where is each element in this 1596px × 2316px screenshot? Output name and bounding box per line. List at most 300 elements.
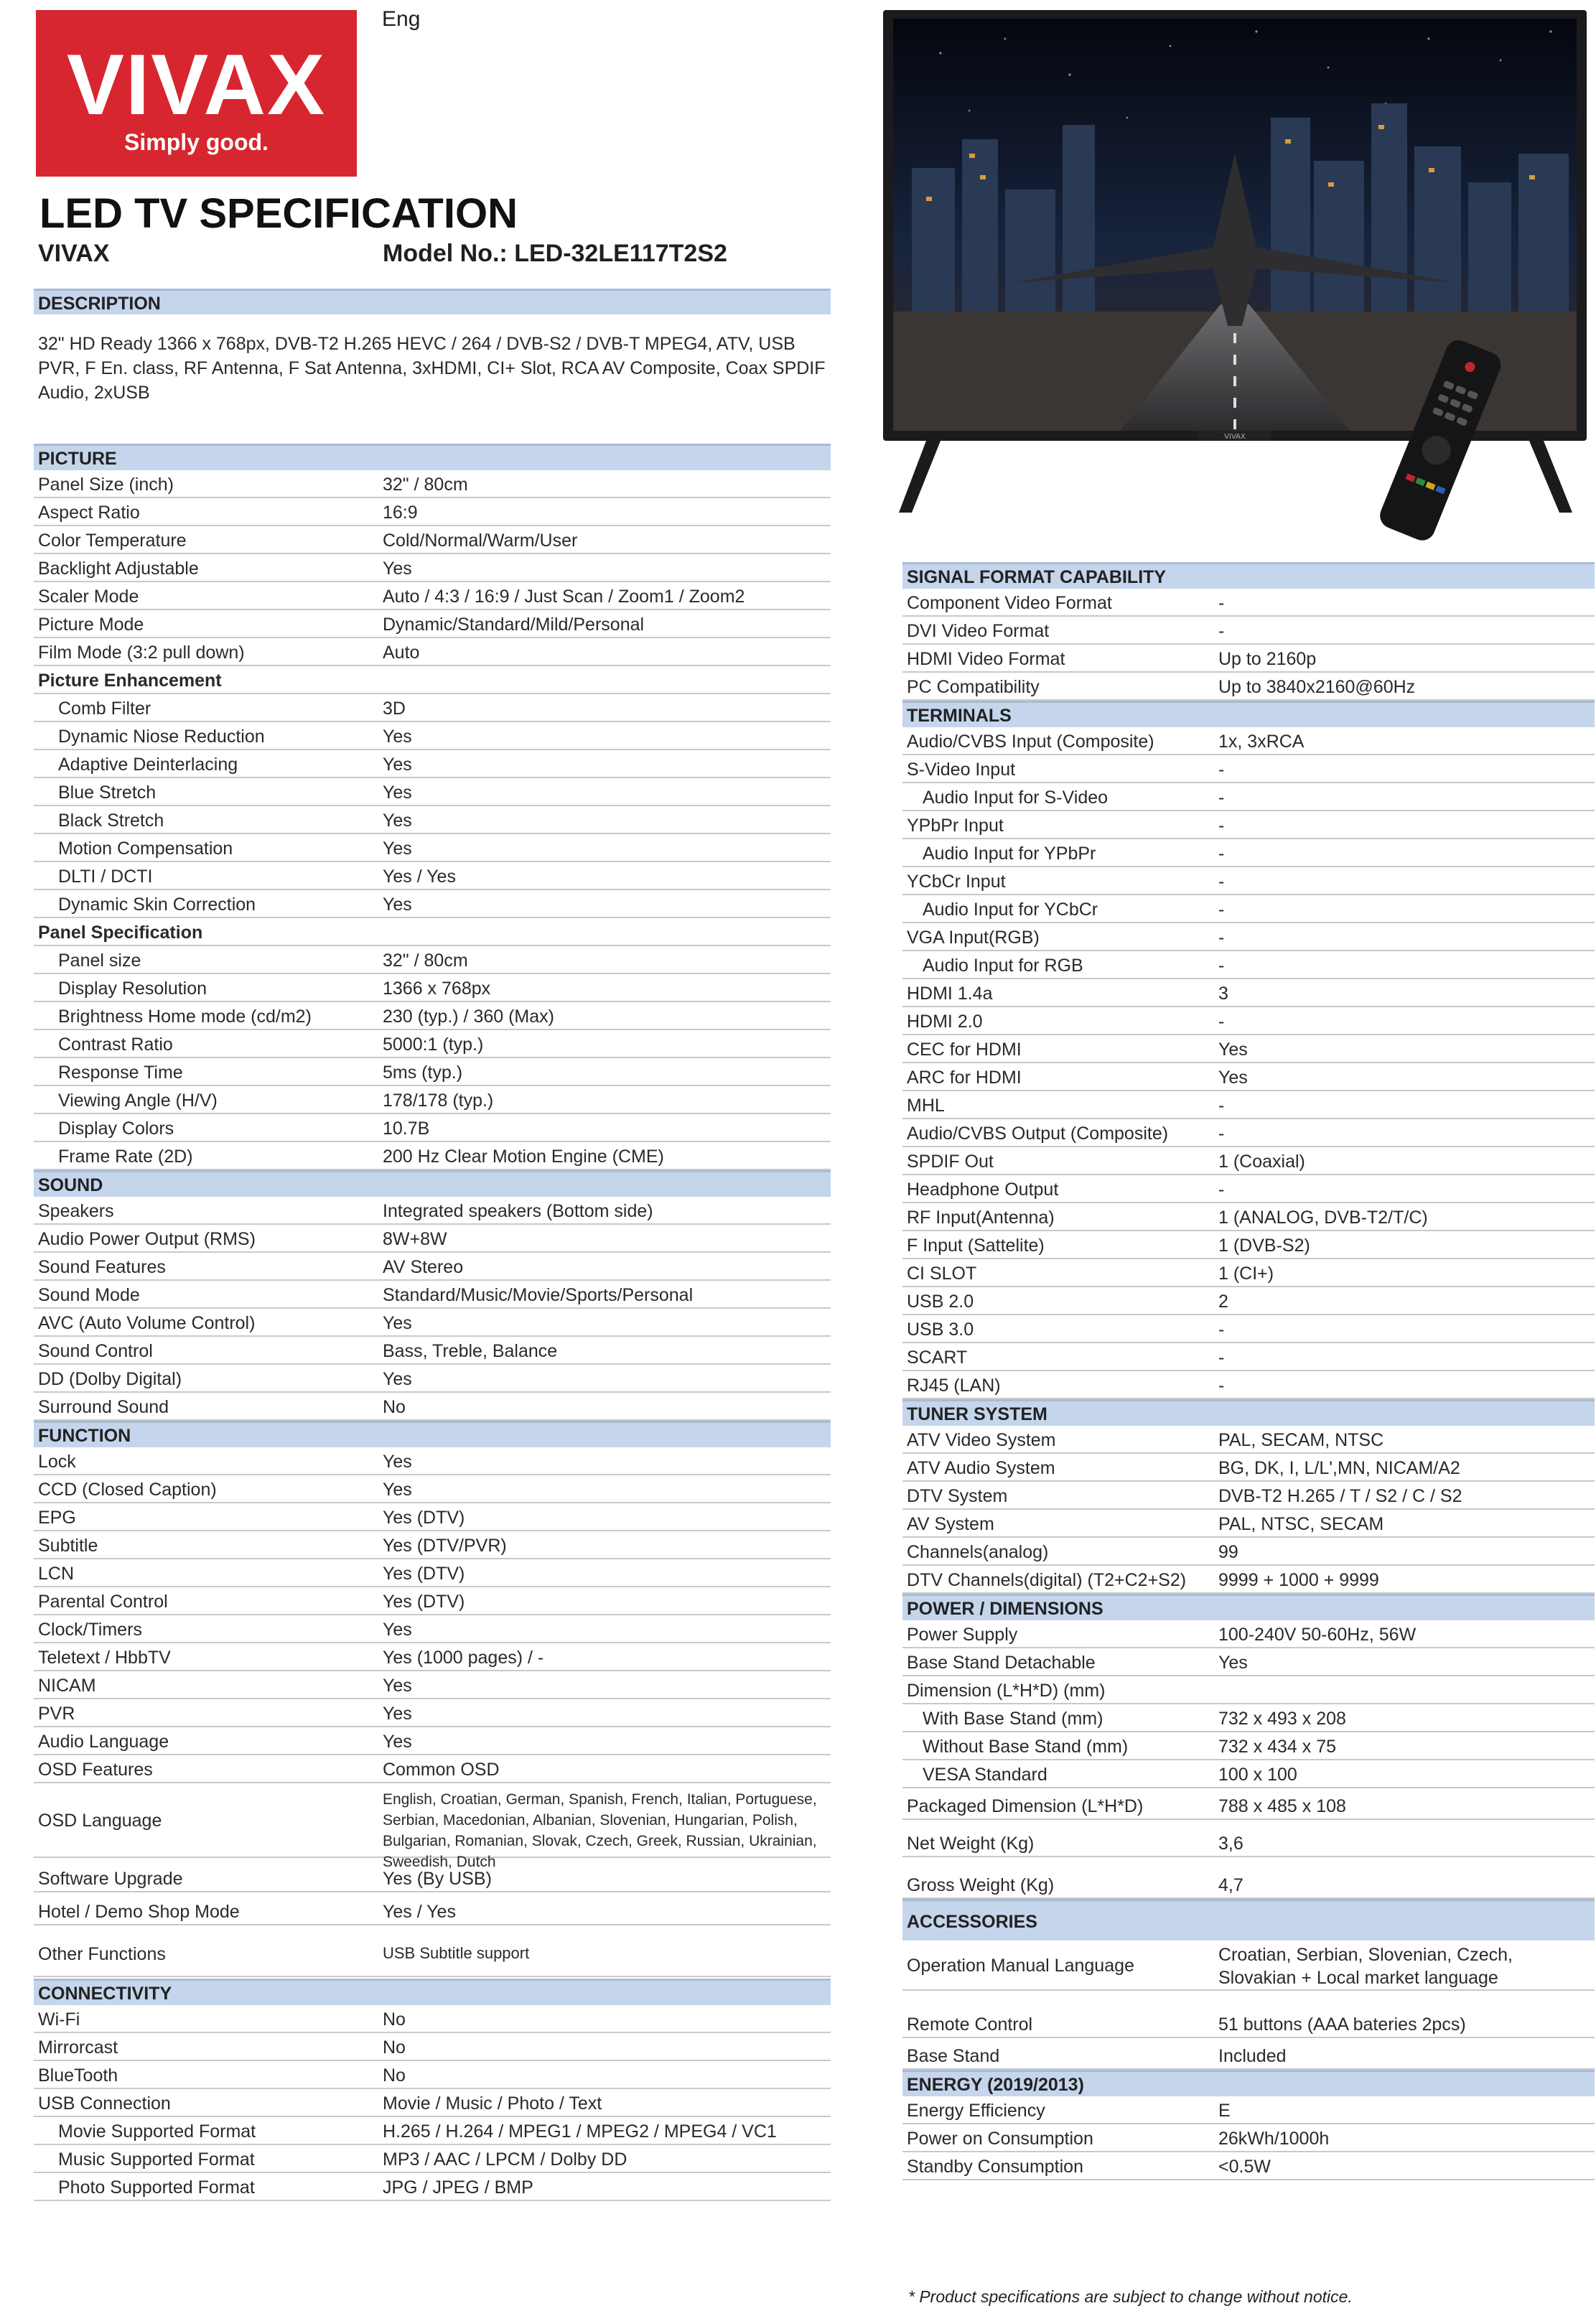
spec-row	[34, 498, 831, 526]
spec-row	[902, 1259, 1595, 1287]
spec-value: Yes	[383, 1704, 412, 1724]
spec-row	[34, 834, 831, 862]
spec-row	[34, 890, 831, 918]
spec-row	[902, 1566, 1595, 1594]
spec-value: 1366 x 768px	[383, 979, 491, 999]
spec-value: Yes	[1218, 1040, 1248, 1060]
spec-label: Picture Enhancement	[38, 671, 222, 691]
spec-value: 178/178 (typ.)	[383, 1091, 494, 1111]
spec-row	[34, 554, 831, 582]
spec-value: E	[1218, 2101, 1231, 2121]
spec-value: AV Stereo	[383, 1257, 464, 1277]
tv-product-image	[883, 10, 1594, 556]
spec-label: Base Stand	[907, 2046, 1000, 2066]
spec-value: 100-240V 50-60Hz, 56W	[1218, 1625, 1417, 1645]
spec-label: Picture Mode	[38, 615, 144, 635]
spec-row	[902, 1007, 1595, 1035]
spec-label: MHL	[907, 1096, 945, 1116]
spec-label: Surround Sound	[38, 1397, 169, 1417]
spec-row	[902, 2124, 1595, 2152]
spec-value: -	[1218, 872, 1225, 892]
spec-label: Panel Specification	[38, 923, 203, 943]
spec-label: Scaler Mode	[38, 587, 139, 607]
spec-value: 99	[1218, 1542, 1238, 1562]
spec-value: Yes	[383, 839, 412, 859]
spec-value: English, Croatian, German, Spanish, French, Italian, Portuguese, Serbian, Macedonian, Albanian, Slovenian, Hungarian, Polish, Bulgarian, Romanian, Slovak, Czech, Greek, Russian, Ukrainian, Sweedish, Dutch	[383, 1791, 817, 1870]
spec-row	[34, 694, 831, 722]
section-header-function: FUNCTION	[34, 1421, 831, 1447]
spec-label: Base Stand Detachable	[907, 1653, 1096, 1673]
spec-row	[34, 1727, 831, 1755]
spec-row	[34, 1058, 831, 1086]
spec-value: Yes	[383, 1732, 412, 1752]
spec-value: -	[1218, 621, 1225, 641]
spec-row	[34, 1783, 831, 1870]
spec-label: CEC for HDMI	[907, 1040, 1022, 1060]
spec-value: 5000:1 (typ.)	[383, 1035, 484, 1055]
spec-label: Black Stretch	[58, 811, 164, 831]
spec-label: ARC for HDMI	[907, 1068, 1022, 1088]
spec-label: Brightness Home mode (cd/m2)	[58, 1007, 312, 1027]
spec-label: DVI Video Format	[907, 621, 1050, 641]
spec-label: Photo Supported Format	[58, 2177, 255, 2198]
spec-row	[34, 1114, 831, 1142]
spec-label: Sound Mode	[38, 1285, 140, 1305]
spec-label: Dynamic Niose Reduction	[58, 727, 265, 747]
spec-value: 4,7	[1218, 1875, 1243, 1895]
spec-value: Yes	[383, 895, 412, 915]
spec-label: Gross Weight (Kg)	[907, 1875, 1055, 1895]
spec-value: -	[1218, 1096, 1225, 1116]
spec-row	[902, 1482, 1595, 1510]
spec-value: 100 x 100	[1218, 1765, 1297, 1785]
spec-row	[34, 1447, 831, 1475]
spec-value: 51 buttons (AAA bateries 2pcs)	[1218, 2014, 1466, 2035]
spec-label: Adaptive Deinterlacing	[58, 755, 238, 775]
spec-label: Blue Stretch	[58, 783, 157, 803]
spec-row	[34, 1643, 831, 1671]
spec-row	[34, 2033, 831, 2061]
spec-row	[34, 1699, 831, 1727]
spec-label: LCN	[38, 1564, 75, 1584]
spec-value: PAL, NTSC, SECAM	[1218, 1514, 1384, 1534]
spec-label: Music Supported Format	[58, 2149, 255, 2170]
spec-value: 788 x 485 x 108	[1218, 1796, 1346, 1816]
spec-value: USB Subtitle support	[383, 1944, 530, 1962]
spec-value: 8W+8W	[383, 1229, 447, 1249]
spec-row	[34, 1615, 831, 1643]
spec-row	[34, 1671, 831, 1699]
spec-label: Dimension (L*H*D) (mm)	[907, 1681, 1106, 1701]
spec-label: Audio Input for RGB	[923, 956, 1083, 976]
spec-row	[902, 1426, 1595, 1454]
spec-value: 1 (DVB-S2)	[1218, 1236, 1310, 1256]
spec-value: DVB-T2 H.265 / T / S2 / C / S2	[1218, 1486, 1462, 1506]
spec-row	[902, 1538, 1595, 1566]
spec-value: Yes	[383, 559, 412, 579]
spec-label: Audio Input for S-Video	[923, 788, 1109, 808]
spec-value: Integrated speakers (Bottom side)	[383, 1201, 653, 1221]
spec-value: 26kWh/1000h	[1218, 2129, 1330, 2149]
spec-value: 200 Hz Clear Motion Engine (CME)	[383, 1147, 664, 1167]
spec-value: Yes / Yes	[383, 1902, 456, 1922]
spec-row	[34, 1503, 831, 1531]
spec-label: SCART	[907, 1348, 968, 1368]
spec-value: 1 (Coaxial)	[1218, 1152, 1305, 1172]
spec-value: 732 x 493 x 208	[1218, 1709, 1346, 1729]
spec-value: Yes	[383, 727, 412, 747]
spec-value: 16:9	[383, 503, 418, 523]
spec-label: USB Connection	[38, 2093, 171, 2114]
spec-value: Yes	[383, 1480, 412, 1500]
spec-row	[902, 1231, 1595, 1259]
spec-row	[902, 617, 1595, 645]
spec-row	[902, 1820, 1595, 1857]
spec-value: 1 (ANALOG, DVB-T2/T/C)	[1218, 1208, 1428, 1228]
spec-label: SPDIF Out	[907, 1152, 994, 1172]
spec-row	[34, 2005, 831, 2033]
left-spec-column	[34, 289, 831, 2201]
spec-value: Yes / Yes	[383, 867, 456, 887]
spec-label: Component Video Format	[907, 593, 1112, 613]
spec-row	[34, 1531, 831, 1559]
spec-value: -	[1218, 1348, 1225, 1368]
spec-label: Power on Consumption	[907, 2129, 1093, 2149]
spec-label: Sound Control	[38, 1341, 153, 1361]
spec-value: H.265 / H.264 / MPEG1 / MPEG2 / MPEG4 / VC1	[383, 2121, 777, 2142]
spec-value: Croatian, Serbian, Slovenian, Czech, Slovakian + Local market language	[1218, 1945, 1513, 1988]
spec-value: Yes (DTV)	[383, 1508, 465, 1528]
spec-row	[902, 1035, 1595, 1063]
spec-row	[34, 666, 831, 694]
spec-row	[902, 1732, 1595, 1760]
spec-row	[902, 811, 1595, 839]
spec-row	[902, 1941, 1595, 1991]
section-header-accessories: ACCESSORIES	[902, 1899, 1595, 1941]
spec-value: -	[1218, 844, 1225, 864]
spec-row	[34, 750, 831, 778]
spec-row	[902, 1203, 1595, 1231]
spec-label: ATV Audio System	[907, 1458, 1055, 1478]
spec-value: -	[1218, 1180, 1225, 1200]
spec-row	[34, 1197, 831, 1225]
spec-label: DTV System	[907, 1486, 1008, 1506]
section-header-power-dimensions: POWER / DIMENSIONS	[902, 1594, 1595, 1620]
spec-value: -	[1218, 1124, 1225, 1144]
spec-row	[902, 2038, 1595, 2070]
spec-label: With Base Stand (mm)	[923, 1709, 1103, 1729]
spec-label: CI SLOT	[907, 1264, 977, 1284]
spec-row	[902, 2152, 1595, 2180]
spec-label: Comb Filter	[58, 699, 151, 719]
spec-row	[902, 2096, 1595, 2124]
right-spec-column	[902, 562, 1595, 2180]
spec-row	[902, 1857, 1595, 1899]
spec-label: Power Supply	[907, 1625, 1018, 1645]
section-header-connectivity: CONNECTIVITY	[34, 1979, 831, 2005]
spec-value: Up to 2160p	[1218, 649, 1317, 669]
spec-row	[902, 1091, 1595, 1119]
spec-row	[902, 1147, 1595, 1175]
spec-row	[902, 755, 1595, 783]
spec-row	[902, 1315, 1595, 1343]
spec-row	[34, 1030, 831, 1058]
spec-row	[34, 2117, 831, 2145]
spec-label: Remote Control	[907, 2014, 1033, 2035]
spec-row	[34, 1587, 831, 1615]
spec-value: -	[1218, 788, 1225, 808]
page-title: LED TV SPECIFICATION	[39, 190, 518, 237]
spec-value: -	[1218, 760, 1225, 780]
spec-value: 3,6	[1218, 1834, 1243, 1854]
spec-label: AV System	[907, 1514, 994, 1534]
spec-row	[34, 610, 831, 638]
spec-label: Net Weight (Kg)	[907, 1834, 1035, 1854]
spec-label: Speakers	[38, 1201, 114, 1221]
spec-row	[902, 979, 1595, 1007]
spec-label: ATV Video System	[907, 1430, 1056, 1450]
spec-row	[34, 1142, 831, 1170]
spec-value: 1x, 3xRCA	[1218, 732, 1305, 752]
spec-label: S-Video Input	[907, 760, 1016, 780]
spec-row	[902, 1991, 1595, 2038]
spec-value: Yes	[383, 1452, 412, 1472]
spec-label: Channels(analog)	[907, 1542, 1049, 1562]
spec-label: Audio/CVBS Input (Composite)	[907, 732, 1154, 752]
spec-value: No	[383, 1397, 406, 1417]
spec-value: Auto	[383, 643, 420, 663]
language-label: Eng	[382, 7, 421, 31]
spec-row	[902, 895, 1595, 923]
spec-label: Display Colors	[58, 1119, 174, 1139]
spec-row	[34, 1858, 831, 1892]
model-number: Model No.: LED-32LE117T2S2	[383, 240, 727, 267]
spec-value: Common OSD	[383, 1760, 500, 1780]
spec-value: 1 (CI+)	[1218, 1264, 1274, 1284]
spec-value: 732 x 434 x 75	[1218, 1737, 1337, 1757]
spec-label: Clock/Timers	[38, 1620, 142, 1640]
spec-label: Operation Manual Language	[907, 1956, 1134, 1976]
spec-row	[902, 1704, 1595, 1732]
spec-label: Movie Supported Format	[58, 2121, 256, 2142]
spec-label: Wi-Fi	[38, 2009, 80, 2030]
logo-tagline: Simply good.	[124, 129, 269, 155]
spec-label: EPG	[38, 1508, 76, 1528]
spec-label: Sound Features	[38, 1257, 166, 1277]
spec-value: 2	[1218, 1292, 1228, 1312]
spec-label: DLTI / DCTI	[58, 867, 153, 887]
spec-row	[34, 1086, 831, 1114]
spec-label: OSD Language	[38, 1811, 162, 1831]
spec-row	[902, 1454, 1595, 1482]
spec-row	[34, 1755, 831, 1783]
spec-value: Bass, Treble, Balance	[383, 1341, 558, 1361]
spec-label: BlueTooth	[38, 2065, 118, 2086]
spec-label: HDMI Video Format	[907, 649, 1065, 669]
spec-row	[34, 946, 831, 974]
section-header-terminals: TERMINALS	[902, 701, 1595, 727]
spec-label: DD (Dolby Digital)	[38, 1369, 182, 1389]
spec-label: NICAM	[38, 1676, 96, 1696]
spec-label: Response Time	[58, 1063, 183, 1083]
spec-value: Yes	[383, 783, 412, 803]
spec-row	[34, 806, 831, 834]
spec-row	[902, 839, 1595, 867]
brand-name: VIVAX	[38, 240, 110, 267]
spec-row	[34, 2173, 831, 2201]
spec-value: Dynamic/Standard/Mild/Personal	[383, 615, 645, 635]
spec-value: Yes (1000 pages) / -	[383, 1648, 544, 1668]
spec-row	[902, 1371, 1595, 1399]
spec-row	[34, 862, 831, 890]
spec-value: Movie / Music / Photo / Text	[383, 2093, 602, 2114]
spec-value: Yes	[1218, 1068, 1248, 1088]
spec-label: Panel size	[58, 951, 141, 971]
spec-label: Dynamic Skin Correction	[58, 895, 256, 915]
spec-row	[34, 1225, 831, 1253]
section-header-description: DESCRIPTION	[34, 289, 831, 314]
description-text: 32" HD Ready 1366 x 768px, DVB-T2 H.265 HEVC / 264 / DVB-S2 / DVB-T MPEG4, ATV, USB PVR, F En. class, RF Antenna, F Sat Antenna, 3xHDMI, CI+ Slot, RCA AV Composite, Coax SPDIF Audio, 2xUSB	[38, 334, 826, 403]
spec-label: Hotel / Demo Shop Mode	[38, 1902, 240, 1922]
spec-row	[34, 1892, 831, 1925]
spec-value: 32" / 80cm	[383, 951, 468, 971]
spec-value: No	[383, 2037, 406, 2058]
spec-label: Film Mode (3:2 pull down)	[38, 643, 245, 663]
spec-value: Up to 3840x2160@60Hz	[1218, 677, 1416, 697]
spec-label: HDMI 1.4a	[907, 984, 993, 1004]
spec-label: YCbCr Input	[907, 872, 1006, 892]
spec-row	[34, 582, 831, 610]
spec-row	[902, 673, 1595, 701]
section-header-picture: PICTURE	[34, 444, 831, 470]
spec-row	[902, 1119, 1595, 1147]
spec-label: Mirrorcast	[38, 2037, 118, 2058]
spec-value: Auto / 4:3 / 16:9 / Just Scan / Zoom1 / Zoom2	[383, 587, 745, 607]
spec-row	[902, 1175, 1595, 1203]
spec-value: JPG / JPEG / BMP	[383, 2177, 533, 2198]
spec-value: -	[1218, 900, 1225, 920]
spec-row	[34, 2145, 831, 2173]
spec-value: -	[1218, 816, 1225, 836]
spec-label: YPbPr Input	[907, 816, 1004, 836]
spec-label: Panel Size (inch)	[38, 475, 174, 495]
spec-row	[34, 2061, 831, 2089]
spec-label: HDMI 2.0	[907, 1012, 983, 1032]
spec-row	[902, 923, 1595, 951]
spec-row	[34, 722, 831, 750]
spec-label: Frame Rate (2D)	[58, 1147, 193, 1167]
spec-row	[902, 783, 1595, 811]
spec-label: Color Temperature	[38, 531, 187, 551]
spec-row	[34, 1337, 831, 1365]
tv-badge: VIVAX	[1224, 433, 1246, 441]
spec-label: PC Compatibility	[907, 677, 1040, 697]
spec-value: <0.5W	[1218, 2157, 1271, 2177]
spec-label: Subtitle	[38, 1536, 98, 1556]
spec-label: Parental Control	[38, 1592, 168, 1612]
spec-value: Yes (By USB)	[383, 1869, 492, 1889]
spec-label: Without Base Stand (mm)	[923, 1737, 1129, 1757]
spec-value: Yes	[1218, 1653, 1248, 1673]
spec-label: Standby Consumption	[907, 2157, 1083, 2177]
spec-value: -	[1218, 928, 1225, 948]
spec-row	[902, 1510, 1595, 1538]
spec-label: Packaged Dimension (L*H*D)	[907, 1796, 1144, 1816]
spec-row	[34, 1559, 831, 1587]
spec-row	[902, 1676, 1595, 1704]
spec-label: Display Resolution	[58, 979, 207, 999]
spec-label: VGA Input(RGB)	[907, 928, 1040, 948]
spec-value: Yes	[383, 811, 412, 831]
spec-label: Other Functions	[38, 1944, 166, 1964]
spec-label: Lock	[38, 1452, 76, 1472]
logo-text: VIVAX	[66, 37, 327, 133]
spec-value: Cold/Normal/Warm/User	[383, 531, 578, 551]
spec-label: Motion Compensation	[58, 839, 233, 859]
spec-label: VESA Standard	[923, 1765, 1047, 1785]
spec-row	[34, 1393, 831, 1421]
spec-row	[902, 1760, 1595, 1788]
spec-label: Headphone Output	[907, 1180, 1059, 1200]
footnote: * Product specifications are subject to change without notice.	[908, 2287, 1353, 2306]
spec-row	[902, 1063, 1595, 1091]
spec-value: -	[1218, 1320, 1225, 1340]
spec-label: USB 3.0	[907, 1320, 974, 1340]
spec-row	[902, 727, 1595, 755]
spec-row	[34, 918, 831, 946]
spec-value: 3	[1218, 984, 1228, 1004]
spec-row	[34, 1002, 831, 1030]
spec-row	[902, 1620, 1595, 1648]
spec-row	[34, 638, 831, 666]
spec-value: MP3 / AAC / LPCM / Dolby DD	[383, 2149, 627, 2170]
spec-row	[902, 1343, 1595, 1371]
spec-value: 10.7B	[383, 1119, 430, 1139]
spec-label: Aspect Ratio	[38, 503, 140, 523]
spec-value: Yes	[383, 1369, 412, 1389]
spec-label: Energy Efficiency	[907, 2101, 1045, 2121]
spec-label: RF Input(Antenna)	[907, 1208, 1055, 1228]
spec-value: Yes (DTV)	[383, 1564, 465, 1584]
spec-label: DTV Channels(digital) (T2+C2+S2)	[907, 1570, 1187, 1590]
spec-label: USB 2.0	[907, 1292, 974, 1312]
spec-row	[34, 1925, 831, 1977]
spec-label: RJ45 (LAN)	[907, 1376, 1001, 1396]
spec-label: PVR	[38, 1704, 75, 1724]
spec-label: Teletext / HbbTV	[38, 1648, 171, 1668]
section-header-energy-2019-2013: ENERGY (2019/2013)	[902, 2070, 1595, 2096]
section-header-signal-format-capability: SIGNAL FORMAT CAPABILITY	[902, 562, 1595, 589]
spec-row	[34, 1365, 831, 1393]
spec-row	[902, 951, 1595, 979]
spec-value: Yes	[383, 1313, 412, 1333]
spec-label: Audio Input for YCbCr	[923, 900, 1098, 920]
spec-value: Standard/Music/Movie/Sports/Personal	[383, 1285, 694, 1305]
tv-with-remote-image	[883, 10, 1594, 556]
spec-value: Yes	[383, 1676, 412, 1696]
spec-value: 3D	[383, 699, 406, 719]
spec-value: 9999 + 1000 + 9999	[1218, 1570, 1379, 1590]
spec-value: Yes (DTV)	[383, 1592, 465, 1612]
spec-row	[902, 1788, 1595, 1820]
spec-row	[902, 1648, 1595, 1676]
spec-row	[34, 1253, 831, 1281]
vivax-logo	[36, 10, 357, 177]
spec-label: Audio/CVBS Output (Composite)	[907, 1124, 1169, 1144]
spec-value: 5ms (typ.)	[383, 1063, 463, 1083]
section-header-sound: SOUND	[34, 1170, 831, 1197]
spec-value: Included	[1218, 2046, 1287, 2066]
